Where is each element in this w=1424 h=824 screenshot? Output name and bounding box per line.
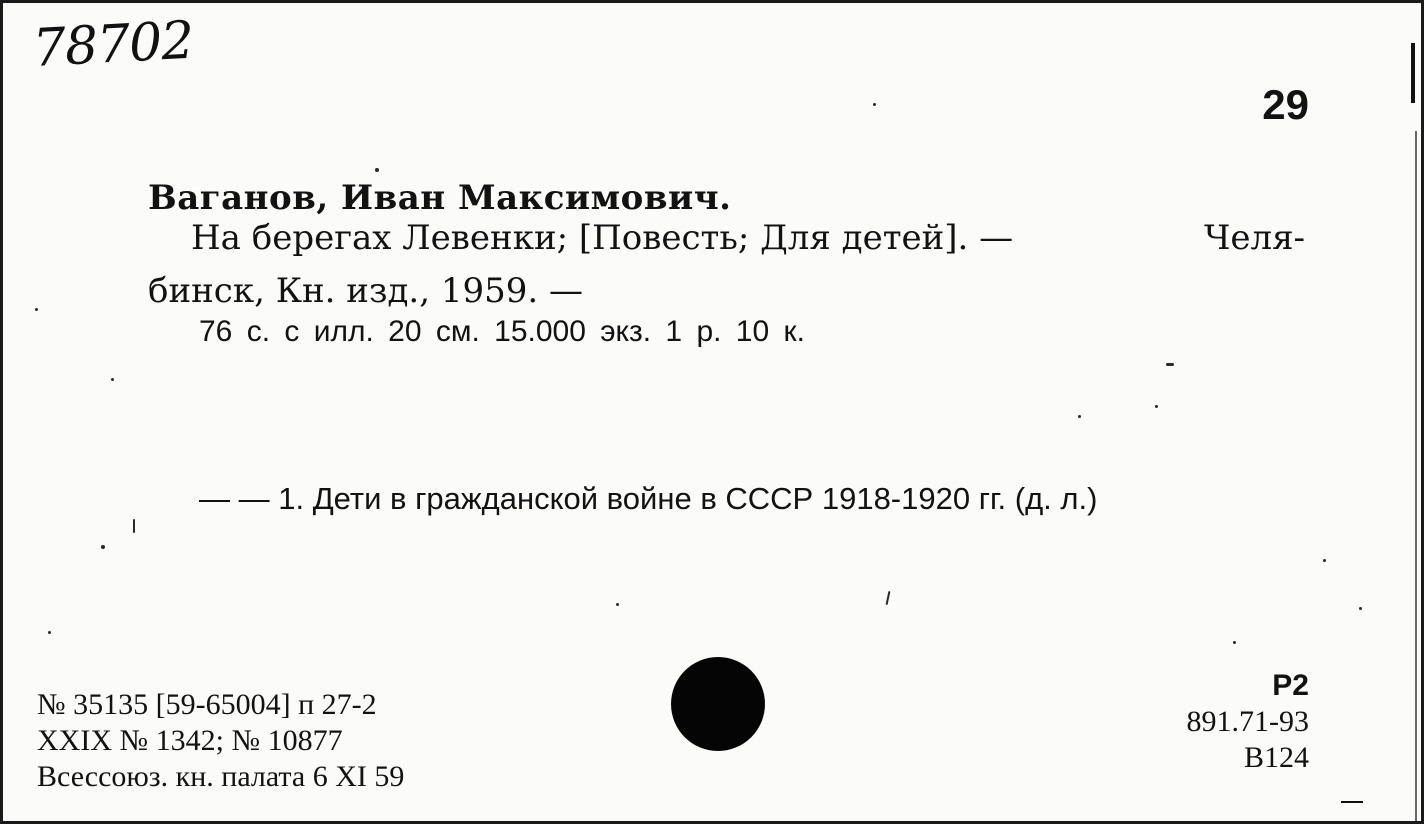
footer-line-1: № 35135 [59-65004] п 27-2 (37, 688, 377, 721)
scan-speck (375, 168, 379, 172)
class-code: Р2 (1272, 669, 1309, 702)
title-line-2: бинск, Кн. изд., 1959. — (148, 271, 583, 311)
scan-speck (35, 308, 38, 311)
scan-speck (616, 603, 619, 606)
udc-code: 891.71-93 (1186, 705, 1309, 738)
scan-speck (111, 378, 114, 381)
scan-speck (1078, 415, 1081, 418)
scan-speck (1359, 607, 1362, 610)
edge-mark (1411, 43, 1415, 103)
edge-mark (1341, 801, 1363, 803)
scan-speck (1166, 363, 1174, 366)
footer-line-2: XXIX № 1342; № 10877 (37, 724, 343, 757)
scan-speck (133, 519, 135, 533)
card-number: 29 (1262, 81, 1309, 128)
scan-speck (1233, 641, 1236, 644)
edge-mark (1415, 131, 1417, 821)
title-line-1: На берегах Левенки; [Повесть; Для детей]. — (191, 218, 1014, 258)
footer-line-3: Всессоюз. кн. палата 6 XI 59 (37, 760, 405, 793)
collation-line: 76 с. с илл. 20 см. 15.000 экз. 1 р. 10 к. (199, 315, 805, 348)
punch-hole (671, 657, 765, 751)
scan-speck (48, 631, 51, 634)
footer-registration-info (37, 687, 404, 795)
scan-speck (1323, 559, 1326, 562)
handwritten-inventory-number: 78702 (31, 10, 195, 79)
author-mark: В124 (1243, 741, 1309, 774)
scan-speck (873, 103, 876, 106)
scan-speck (101, 545, 105, 549)
footer-classification (1187, 668, 1310, 776)
title-line-1-tail: Челя- (1204, 218, 1305, 258)
author-heading: Ваганов, Иван Максимович. (148, 178, 732, 218)
scan-speck (1155, 405, 1158, 408)
subject-heading: — — 1. Дети в гражданской войне в СССР 1918-1920 гг. (д. л.) (199, 481, 1098, 516)
scan-speck (886, 591, 891, 605)
